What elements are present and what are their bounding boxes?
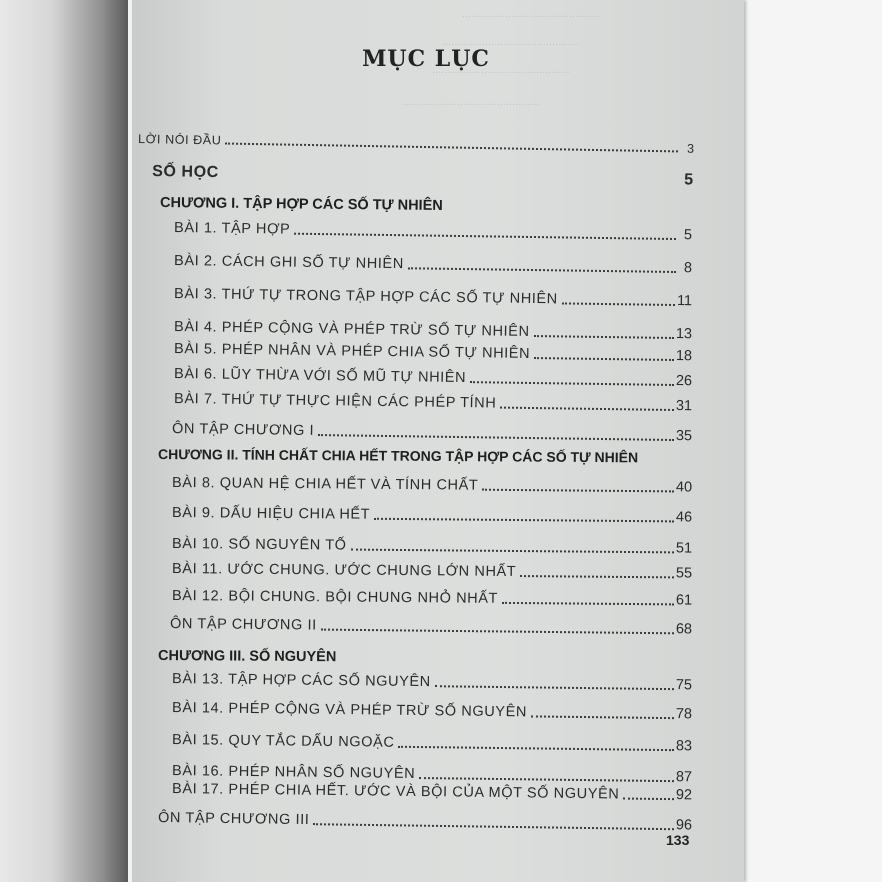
dot-leader [225, 142, 678, 153]
toc-entry-page: 40 [675, 479, 693, 496]
dot-leader [482, 488, 674, 493]
dot-leader [435, 684, 674, 690]
toc-entry-label: BÀI 10. SỐ NGUYÊN TỐ [172, 536, 347, 554]
toc-entry [172, 421, 692, 444]
dot-leader [318, 433, 674, 441]
toc-entry-page: 31 [675, 398, 693, 415]
page-title: MỤC LỤC [362, 46, 490, 72]
toc-entry-page: 13 [675, 326, 693, 343]
toc-entry-label: BÀI 13. TẬP HỢP CÁC SỐ NGUYÊN [172, 671, 431, 691]
toc-entry-page: 5 [684, 171, 695, 189]
toc-entry-label: ÔN TẬP CHƯƠNG I [172, 421, 315, 439]
toc-entry-page: 92 [675, 787, 693, 804]
toc-entry-label: BÀI 16. PHÉP NHÂN SỐ NGUYÊN [172, 763, 416, 782]
toc-entry [172, 671, 692, 693]
toc-entry [174, 319, 692, 342]
dot-leader [500, 406, 674, 411]
toc-entry-page: 55 [675, 565, 693, 582]
chapter-heading: CHƯƠNG III. SỐ NGUYÊN [158, 648, 337, 666]
toc-entry-page: 18 [675, 348, 693, 365]
toc-entry-label: BÀI 15. QUY TẮC DẤU NGOẶC [172, 732, 395, 751]
toc-entry-page: 46 [675, 509, 693, 526]
toc-entry-label: BÀI 4. PHÉP CỘNG VÀ PHÉP TRỪ SỐ TỰ NHIÊN [174, 319, 530, 340]
toc-entry-page: 61 [675, 592, 693, 609]
toc-entry-page: 75 [675, 677, 693, 694]
chapter-heading: CHƯƠNG I. TẬP HỢP CÁC SỐ TỰ NHIÊN [160, 195, 443, 214]
toc-entry-label: LỜI NÓI ĐẦU [138, 132, 222, 148]
toc-entry-page: 35 [675, 428, 693, 445]
toc-entry-label: BÀI 6. LŨY THỪA VỚI SỐ MŨ TỰ NHIÊN [174, 366, 467, 387]
toc-entry [172, 700, 692, 722]
toc-entry [172, 536, 692, 557]
dot-leader [531, 714, 674, 719]
toc-entry [158, 810, 692, 833]
dot-leader [408, 266, 676, 273]
dot-leader [419, 776, 674, 782]
dot-leader [223, 176, 678, 186]
toc-entry [170, 616, 692, 637]
toc-entry [174, 341, 692, 364]
book-spine-shadow [0, 0, 128, 882]
toc-entry-page: 96 [675, 817, 693, 834]
toc-entry-page: 87 [675, 769, 693, 786]
bleed-through-text: ............................................. [462, 8, 600, 20]
bleed-through-text: ............................................. [402, 96, 540, 108]
toc-entry-label: BÀI 11. ƯỚC CHUNG. ƯỚC CHUNG LỚN NHẤT [172, 561, 517, 581]
toc-entry-label: BÀI 8. QUAN HỆ CHIA HẾT VÀ TÍNH CHẤT [172, 475, 479, 494]
toc-entry-label: ÔN TẬP CHƯƠNG II [170, 616, 317, 634]
toc-entry-page: 3 [686, 141, 695, 156]
dot-leader [398, 745, 674, 751]
toc-entry-label: ÔN TẬP CHƯƠNG III [158, 810, 310, 829]
toc-entry-label: BÀI 3. THỨ TỰ TRONG TẬP HỢP CÁC SỐ TỰ NHIÊN [174, 286, 558, 308]
toc-entry [172, 505, 692, 526]
book-page [132, 0, 744, 882]
dot-leader [534, 356, 674, 361]
dot-leader [294, 232, 676, 240]
toc-entry [172, 475, 692, 496]
toc-entry-label: BÀI 7. THỨ TỰ THỰC HIỆN CÁC PHÉP TÍNH [174, 391, 497, 412]
dot-leader [321, 628, 674, 635]
chapter-heading: CHƯƠNG II. TÍNH CHẤT CHIA HẾT TRONG TẬP HỢP CÁC SỐ TỰ NHIÊN [158, 446, 639, 466]
toc-entry-page: 5 [683, 227, 693, 244]
toc-entry-label: SỐ HỌC [152, 163, 219, 182]
toc-entry-label: BÀI 9. DẤU HIỆU CHIA HẾT [172, 505, 371, 523]
bleed-through-text: ............................................. [432, 64, 570, 76]
dot-leader [562, 301, 675, 306]
dot-leader [502, 601, 674, 606]
toc-entry-label: BÀI 5. PHÉP NHÂN VÀ PHÉP CHIA SỐ TỰ NHIÊN [174, 341, 531, 362]
toc-entry [174, 366, 692, 389]
dot-leader [470, 380, 674, 386]
toc-entry-page: 26 [675, 373, 693, 390]
toc-entry-label: BÀI 12. BỘI CHUNG. BỘI CHUNG NHỎ NHẤT [172, 588, 499, 607]
toc-entry-page: 78 [675, 706, 693, 723]
dot-leader [313, 822, 674, 830]
page-number: 133 [666, 832, 690, 848]
toc-entry-label: BÀI 2. CÁCH GHI SỐ TỰ NHIÊN [174, 253, 404, 273]
toc-entry-label: BÀI 14. PHÉP CỘNG VÀ PHÉP TRỪ SỐ NGUYÊN [172, 700, 528, 721]
background-surface [732, 0, 882, 882]
dot-leader [374, 517, 674, 523]
toc-entry-page: 68 [675, 621, 693, 638]
toc-entry-page: 8 [683, 260, 693, 277]
toc-entry [174, 286, 692, 309]
dot-leader [520, 574, 674, 578]
toc-entry-part [152, 163, 694, 190]
toc-entry [172, 561, 692, 582]
dot-leader [534, 334, 674, 339]
toc-entry [174, 220, 692, 243]
toc-entry-label: BÀI 1. TẬP HỢP [174, 220, 291, 238]
toc-entry [174, 391, 692, 414]
toc-entry [172, 588, 692, 609]
bleed-through-text: ............................................. [442, 36, 580, 48]
toc-entry [174, 253, 692, 276]
toc-entry-intro [138, 132, 694, 156]
toc-entry [172, 732, 692, 754]
toc-entry-page: 11 [676, 293, 693, 310]
dot-leader [351, 548, 674, 554]
dot-leader [623, 797, 674, 801]
toc-entry-page: 51 [675, 540, 693, 557]
toc-entry-page: 83 [675, 738, 693, 755]
toc-entry-label: BÀI 17. PHÉP CHIA HẾT. ƯỚC VÀ BỘI CỦA MỘT SỐ NGUYÊN [172, 781, 620, 803]
